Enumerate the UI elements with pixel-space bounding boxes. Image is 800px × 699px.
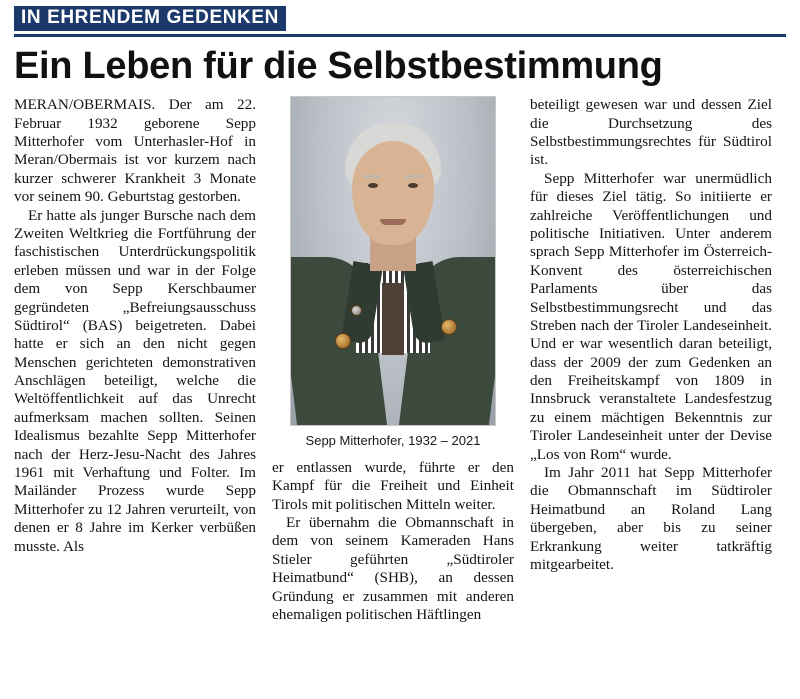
paragraph: Er hatte als junger Bursche nach dem Zweiten Weltkrieg die Fortführung der faschistischen Unterdrückungspolitik erleben müssen und war in der Folge dem von Sepp Kerschbaumer gegründeten „Befreiungsausschuss Südtirol“ (BAS) beigetreten. Dabei hatte er sich an den nicht gegen Menschen gerichteten demonstrativen Anschlägen beteiligt, welche die Weltöffentlichkeit auf das Unrecht aufmerksam machen sollten. Seinen Idealismus bezahlte Sepp Mitterhofer nach der Herz-Jesu-Nacht des Jahres 1961 mit Verhaftung und Folter. Im Mailänder Prozess wurde Sepp Mitterhofer zu 12 Jahren verurteilt, von denen er 8 Jahre im Kerker verbüßen musste. Als (14, 206, 256, 555)
column-left (14, 96, 256, 556)
paragraph: Im Jahr 2011 hat Sepp Mitterhofer die Obmannschaft im Südtiroler Heimatbund an Roland Lang übergeben, aber bis zu seiner Erkrankung weiter tatkräftig mitgearbeitet. (530, 464, 772, 573)
mouth (380, 219, 406, 225)
paragraph: Sepp Mitterhofer war unermüdlich für dieses Ziel tätig. So initiierte er zahlreiche Veröffentlichungen und politische Initiativen. Unter anderem sprach Sepp Mitterhofer im Österreich-Konvent des österreichischen Parlaments über das Selbstbestimmungsrecht und das Streben nach der Tiroler Landeseinheit. Und er war wesentlich daran beteiligt, dass der 2009 der zum Gedenken an den Freiheitskampf von 1809 in Innsbruck veranstaltete Landesfestzug zu einem mächtigen Bekenntnis zur Tiroler Landeseinheit unter der Devise „Los von Rom“ wurde. (530, 169, 772, 463)
column-middle (272, 96, 514, 624)
eyebrow-right (405, 175, 423, 178)
page-title: Ein Leben für die Selbstbestimmung (14, 44, 663, 87)
eyebrow-left (363, 175, 381, 178)
kicker-bar (14, 6, 786, 37)
article-page (0, 6, 800, 699)
paragraph: Er übernahm die Obmannschaft in dem von seinem Kameraden Hans Stieler geführten „Südtiroler Heimatbund“ (SHB), an dessen Gründung er zusammen mit anderen ehemaligen politischen Häftlingen (272, 513, 514, 623)
face (352, 141, 434, 245)
paragraph: MERAN/OBERMAIS. Der am 22. Februar 1932 geborene Sepp Mitterhofer vom Unterhasler-Hof in Meran/Obermais ist vor kurzem nach kurzer schwerer Krankheit 3 Monate vor seinem 90. Geburtstag gestorben. (14, 96, 256, 206)
paragraph: beteiligt gewesen war und dessen Ziel die Durchsetzung des Selbstbestimmungsrechtes für Südtirol ist. (530, 96, 772, 169)
column-right (530, 96, 772, 574)
portrait-photo (290, 96, 496, 426)
photo-block (272, 96, 514, 449)
kicker-label: IN EHRENDEM GEDENKEN (14, 6, 286, 31)
article-columns (14, 96, 786, 624)
photo-caption: Sepp Mitterhofer, 1932 – 2021 (305, 433, 481, 449)
tie (382, 283, 404, 355)
paragraph: er entlassen wurde, führte er den Kampf für die Freiheit und Einheit Tirols mit politischen Mitteln weiter. (272, 458, 514, 513)
